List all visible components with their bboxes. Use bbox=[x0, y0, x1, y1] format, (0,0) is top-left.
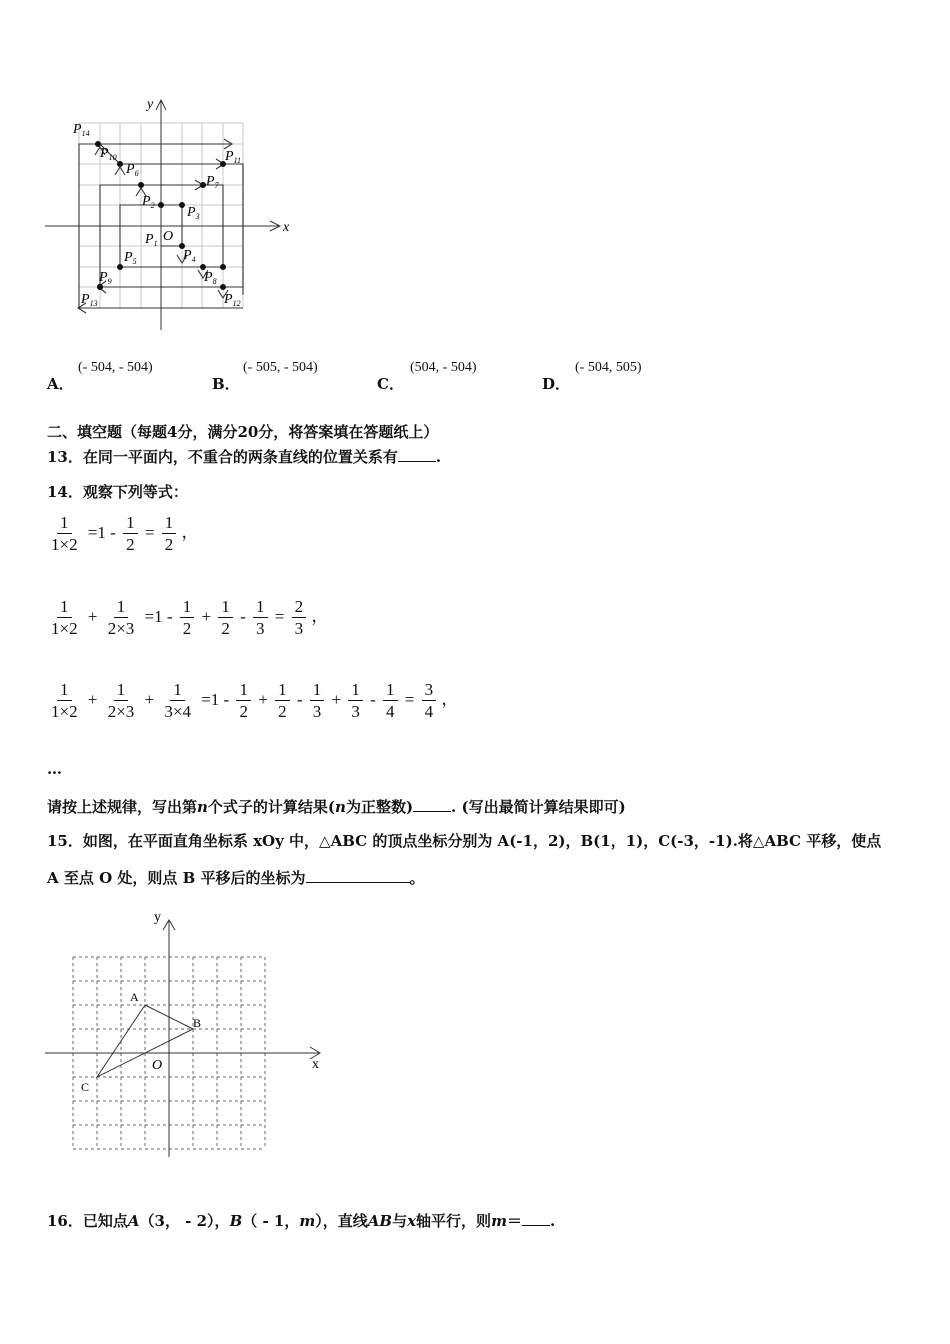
fraction: $\frac{1}{2}$ bbox=[180, 596, 195, 640]
point-label-sub: 4 bbox=[191, 255, 196, 264]
option-a-value: (- 504, - 504) bbox=[78, 360, 153, 375]
equation-2: $\frac{1}{1\times 2}$ + $\frac{1}{2\times 3}$ =1 - $\frac{1}{2}$ + $\frac{1}{2}$ - $\frac{1}{3}$ = $\frac{2}{3}$ ， bbox=[47, 596, 328, 640]
option-c-label[interactable]: C． bbox=[377, 375, 404, 393]
svg-text:P14 bbox=[72, 122, 90, 138]
question-13 bbox=[47, 446, 441, 467]
point-label: P bbox=[100, 146, 109, 161]
point-label: P bbox=[225, 149, 234, 164]
origin-label: O bbox=[152, 1058, 163, 1073]
svg-text:P9 bbox=[98, 270, 112, 286]
point-label-sub: 14 bbox=[81, 129, 90, 138]
answer-blank[interactable] bbox=[413, 797, 451, 812]
option-d-label[interactable]: D． bbox=[542, 375, 571, 393]
point-label-sub: 9 bbox=[107, 277, 112, 286]
fraction: $\frac{1}{4}$ bbox=[383, 679, 398, 723]
point-label: P bbox=[73, 122, 82, 137]
point-label-sub: 7 bbox=[214, 181, 219, 190]
svg-text:P10 bbox=[99, 146, 117, 162]
axes-2 bbox=[45, 920, 320, 1157]
point-label: P bbox=[206, 174, 215, 189]
fraction: $\frac{1}{3\times 4}$ bbox=[164, 680, 191, 722]
point-labels bbox=[72, 122, 241, 308]
question-13-end: . bbox=[435, 448, 442, 466]
equation-3: $\frac{1}{1\times 2}$ + $\frac{1}{2\times 3}$ + $\frac{1}{3\times 4}$ =1 - $\frac{1}{2}$ + $\frac{1}{2}$ - $\frac{1}{3}$ + $\frac{1}{3}$ - $\frac{1}{4}$ = $\frac{3}{4}$ ， bbox=[47, 679, 458, 723]
svg-text:P13 bbox=[80, 292, 98, 308]
spiral-figure bbox=[40, 95, 300, 340]
fraction: $\frac{1}{2}$ bbox=[162, 512, 177, 556]
answer-blank[interactable] bbox=[398, 447, 436, 462]
point-label: P bbox=[81, 292, 90, 307]
svg-text:P12 bbox=[223, 292, 241, 308]
question-15-line1: 15．如图，在平面直角坐标系 xOy 中，△ABC 的顶点坐标分别为 A(-1，2)，B(1，1)，C(-3，-1).将△ABC 平移，使点 bbox=[47, 832, 882, 850]
x-axis-label: x bbox=[283, 220, 290, 235]
question-13-text: 13．在同一平面内，不重合的两条直线的位置关系有 bbox=[47, 448, 398, 466]
point-label-sub: 1 bbox=[153, 239, 158, 248]
question-16: 16．已知点A（3， - 2），B（ - 1，m），直线AB与x轴平行，则m＝ . bbox=[47, 1212, 556, 1230]
fraction: $\frac{1}{2}$ bbox=[275, 679, 290, 723]
point-label-sub: 2 bbox=[150, 201, 155, 210]
point-label-sub: 8 bbox=[212, 277, 217, 286]
point-label: P bbox=[145, 232, 154, 247]
point-label: P bbox=[204, 270, 213, 285]
answer-blank[interactable] bbox=[522, 1211, 550, 1226]
fraction: $\frac{1}{2\times 3}$ bbox=[107, 680, 135, 722]
vertex-c-label: C bbox=[81, 1080, 90, 1094]
question-15-line2: A 至点 O 处，则点 B 平移后的坐标为 。 bbox=[47, 869, 425, 887]
y-axis-label: y bbox=[147, 97, 154, 112]
fraction: $\frac{1}{1\times 2}$ bbox=[51, 680, 78, 722]
vertex-b-label: B bbox=[193, 1016, 202, 1030]
option-a-label[interactable]: A． bbox=[47, 375, 74, 393]
fraction: $\frac{1}{1\times 2}$ bbox=[51, 513, 78, 555]
question-14-ask: 请按上述规律，写出第n个式子的计算结果(n为正整数) . (写出最简计算结果即可) bbox=[47, 798, 626, 816]
point-label-sub: 11 bbox=[233, 156, 241, 165]
point-label: P bbox=[224, 292, 233, 307]
triangle-figure bbox=[40, 905, 330, 1165]
fraction: $\frac{3}{4}$ bbox=[422, 679, 437, 723]
option-d-value: (- 504, 505) bbox=[575, 360, 642, 375]
ellipsis: … bbox=[47, 760, 62, 778]
point-label-sub: 3 bbox=[195, 212, 200, 221]
fraction: $\frac{1}{3}$ bbox=[348, 679, 363, 723]
fraction: $\frac{1}{2}$ bbox=[236, 679, 251, 723]
svg-text:P7 bbox=[205, 174, 220, 190]
fraction: $\frac{2}{3}$ bbox=[292, 596, 307, 640]
svg-text:P8 bbox=[203, 270, 217, 286]
option-c-value: (504, - 504) bbox=[410, 360, 477, 375]
svg-text:P1 bbox=[144, 232, 158, 248]
fraction: $\frac{1}{2}$ bbox=[218, 596, 233, 640]
svg-text:P2 bbox=[141, 194, 155, 210]
question-14-intro: 14．观察下列等式： bbox=[47, 483, 188, 501]
vertex-a-label: A bbox=[130, 990, 139, 1004]
point-label-sub: 13 bbox=[89, 299, 98, 308]
option-b-value: (- 505, - 504) bbox=[243, 360, 318, 375]
svg-text:P11 bbox=[224, 149, 241, 165]
svg-text:P5 bbox=[123, 250, 137, 266]
fraction: $\frac{1}{2}$ bbox=[123, 512, 138, 556]
point-label-sub: 10 bbox=[108, 153, 117, 162]
answer-blank[interactable] bbox=[306, 868, 410, 883]
point-label: P bbox=[183, 248, 192, 263]
fraction: $\frac{1}{3}$ bbox=[310, 679, 325, 723]
fraction: $\frac{1}{3}$ bbox=[253, 596, 268, 640]
equation-1: $\frac{1}{1\times 2}$ =1 - $\frac{1}{2}$ = $\frac{1}{2}$ ， bbox=[47, 512, 198, 556]
fraction: $\frac{1}{2\times 3}$ bbox=[107, 597, 135, 639]
section-title: 二、填空题（每题4分，满分20分，将答案填在答题纸上） bbox=[47, 423, 439, 441]
x-axis-label: x bbox=[312, 1057, 319, 1072]
svg-text:P3 bbox=[186, 205, 200, 221]
svg-text:P4 bbox=[182, 248, 196, 264]
origin-label: O bbox=[163, 229, 174, 244]
fraction: $\frac{1}{1\times 2}$ bbox=[51, 597, 78, 639]
point-label: P bbox=[187, 205, 196, 220]
point-label-sub: 5 bbox=[132, 257, 137, 266]
point-label: P bbox=[124, 250, 133, 265]
point-label-sub: 12 bbox=[232, 299, 241, 308]
option-b-label[interactable]: B． bbox=[212, 375, 240, 393]
point-label: P bbox=[99, 270, 108, 285]
point-label-sub: 6 bbox=[134, 169, 139, 178]
point-label: P bbox=[126, 162, 135, 177]
point-label: P bbox=[142, 194, 151, 209]
y-axis-label: y bbox=[154, 910, 161, 925]
